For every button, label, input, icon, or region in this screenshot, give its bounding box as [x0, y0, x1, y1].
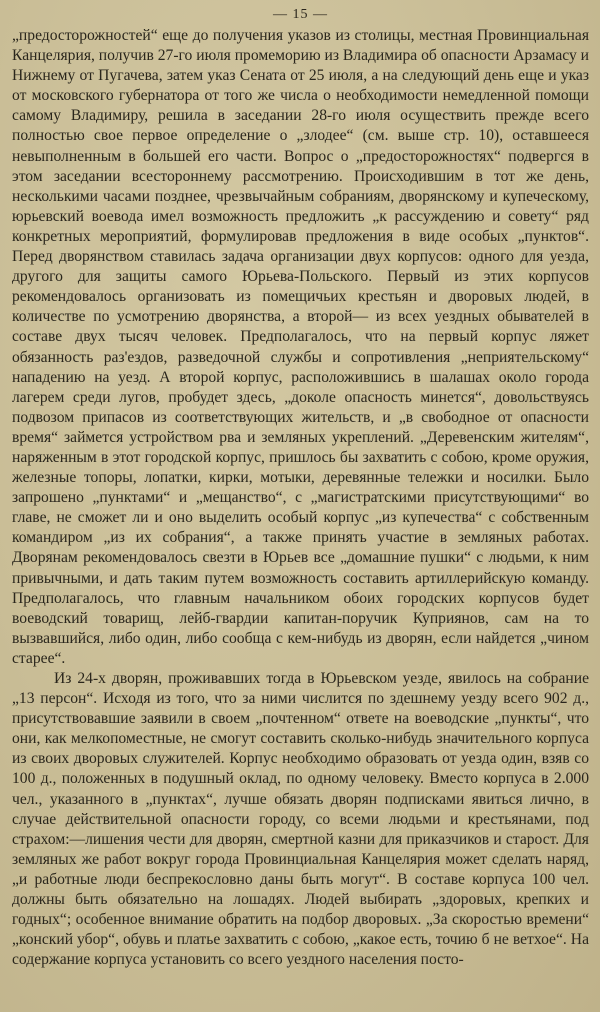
page-number: — 15 —	[273, 7, 328, 22]
paragraph-1: „предосторожностей“ еще до получения указов из столицы, местная Провинциальная Канцелярия, получив 27-го июля промеморию из Владимира об опасности Арзамасу и Нижнему от Пугачева, затем указ Сената от 25 июля, а на следующий день еще и указ от московского губернатора от того же числа о необходимости немедленной помощи самому Владимиру, решила в заседании 28-го июля осуществить прежде всего полностью свое первое определение о „злодее“ (см. выше стр. 10), оставшееся невыполненным в большей его части. Вопрос о „предосторожностях“ подвергся в этом заседании всестороннему рассмотрению. Происходившим в тот же день, несколькими часами позднее, чрезвычайным собраниям, дворянскому и купеческому, юрьевский воевода имел возможность предложить „к рассуждению и совету“ ряд конкретных мероприятий, формулировав предложения в виде особых „пунктов“. Перед дворянством ставилась задача организации двух корпусов: одного для уезда, другого для защиты самого Юрьева-Польского. Первый из этих корпусов рекомендовалось организовать из помещичьих крестьян и дворовых людей, в количестве по усмотрению дворянства, а второй— из всех уездных обывателей в составе двух тысяч человек. Предполагалось, что на первый корпус ляжет обязанность раз'ездов, разведочной службы и сопротивления „неприятельскому“ нападению на уезд. А второй корпус, расположившись в шалашах около города лагерем среди лугов, пробудет здесь, „доколе опасность минется“, довольствуясь подвозом припасов из соответствующих жительств, и „в свободное от опасности время“ займется устройством рва и земляных укреплений. „Деревенским жителям“, наряженным в этот городской корпус, пришлось бы захватить с собою, кроме оружия, железные топоры, лопатки, кирки, мотыки, деревянные тележки и носилки. Было запрошено „пунктами“ и „мещанство“, с „магистратскими присутствующими“ во главе, не сможет ли и оно выделить особый корпус „из купечества“ с собственным командиром „из их собрания“, а также принять участие в земляных работах. Дворянам рекомендовалось свезти в Юрьев все „домашние пушки“ с людьми, к ним привычными, и дать таким путем возможность составить артиллерийскую команду. Предполагалось, что главным начальником обоих городских корпусов будет воеводский товарищ, лейб-гвардии капитан-поручик Куприянов, сам на то вызвавшийся, либо один, либо сообща с кем-нибудь из дворян, если найдется „чином старее“.	[12, 27, 589, 667]
body-text	[12, 26, 589, 970]
paragraph-2: Из 24-х дворян, проживавших тогда в Юрьевском уезде, явилось на собрание „13 персон“. Исходя из того, что за ними числится по здешнему уезду всего 902 д., присутствовавшие заявили в своем „почтенном“ ответе на воеводские „пункты“, что они, как мелкопоместные, не смогут составить сколько-нибудь значительного корпуса из своих дворовых служителей. Корпус необходимо образовать от уезда один, взяв со 100 д., положенных в подушный оклад, по одному человеку. Вместо корпуса в 2.000 чел., указанного в „пунктах“, лучше обязать дворян подписками явиться лично, в случае действительной опасности городу, со всеми людьми и крестьянами, под страхом:—лишения чести для дворян, смертной казни для приказчиков и старост. Для земляных же работ вокруг города Провинциальная Канцелярия может сделать наряд, „и работные люди беспрекословно даны быть могут“. В составе корпуса 100 чел. должны быть обязательно на лошадях. Людей выбирать „здоровых, крепких и годных“; особенное внимание обратить на подбор дворовых. „За скоростью времени“ „конский убор“, обувь и платье захватить с собою, „какое есть, точию б не ветхое“. На содержание корпуса установить со всего уездного населения посто-	[12, 670, 589, 969]
